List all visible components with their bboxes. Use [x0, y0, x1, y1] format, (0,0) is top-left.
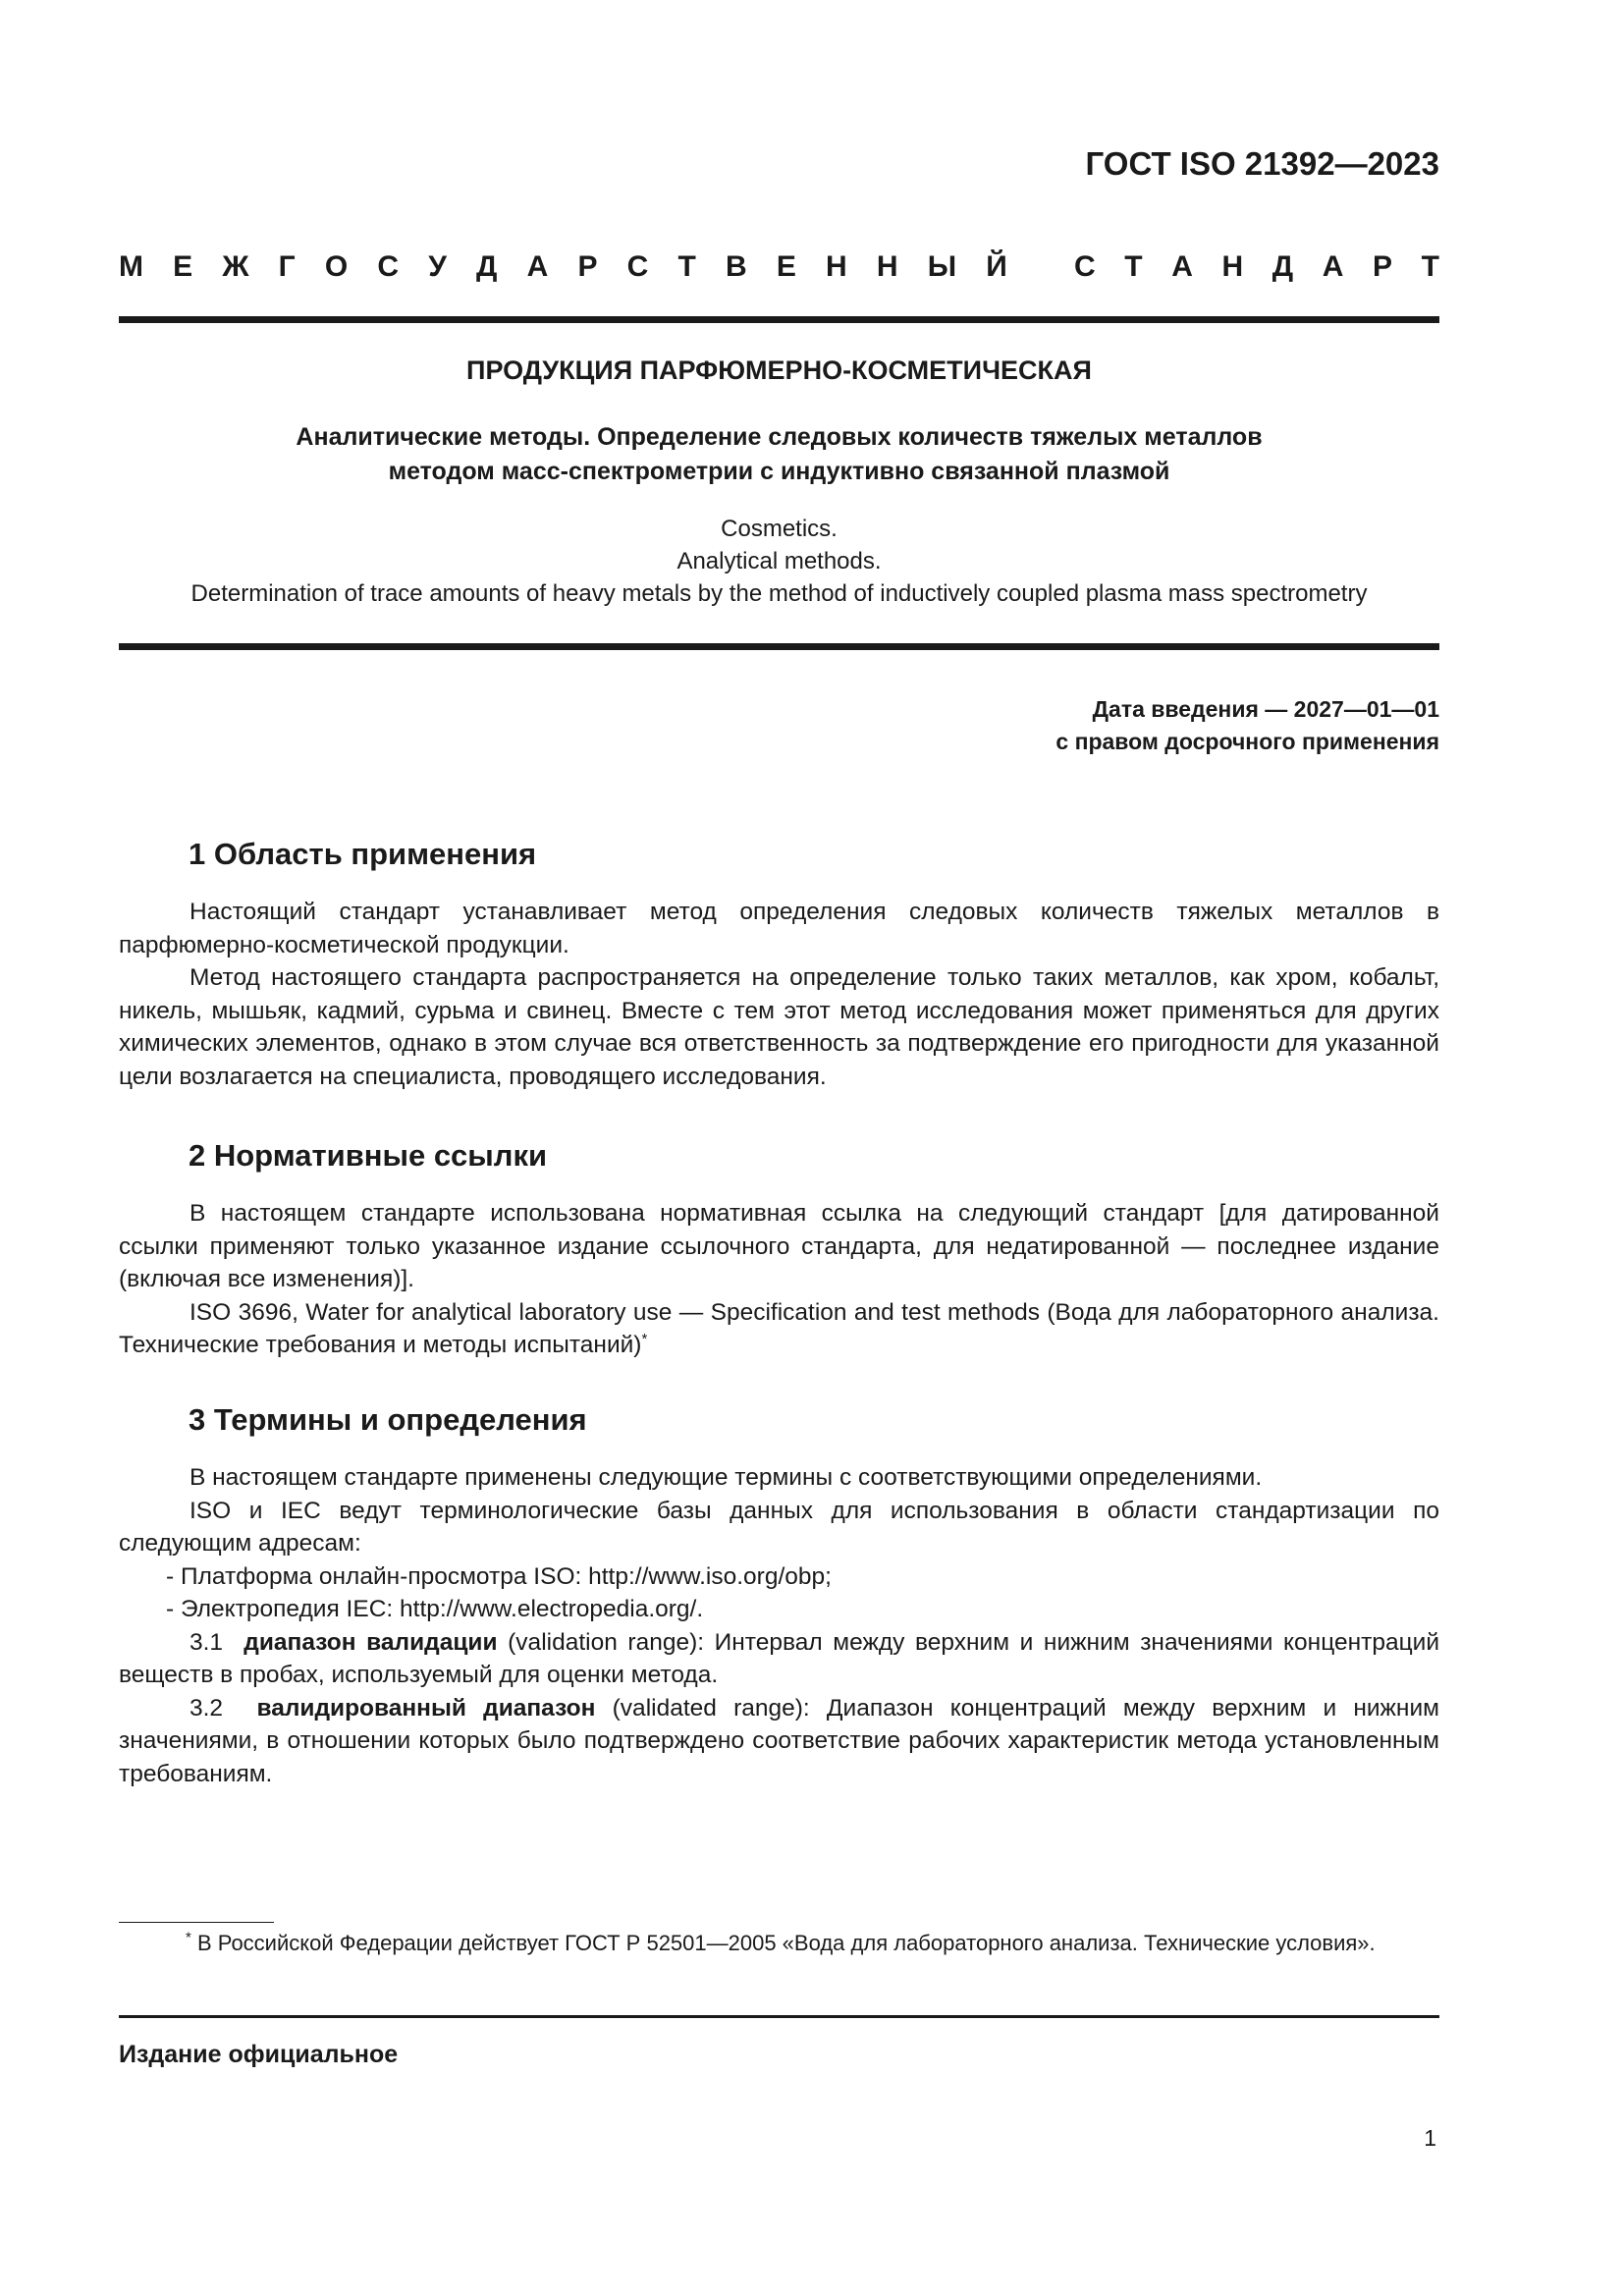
banner-letter: А — [526, 250, 549, 283]
banner-letter: Й — [986, 250, 1007, 283]
paragraph: В настоящем стандарте использована нормативная ссылка на следующий стандарт [для датированной ссылки применяют только указанное издание ссылочного стандарта, для недатированной — последнее издание (включая все изменения)]. — [119, 1200, 1439, 1292]
introduction-date — [1055, 693, 1439, 758]
banner-letter: Р — [577, 250, 598, 283]
footnote-text — [119, 1928, 1439, 1958]
banner-letter: Д — [476, 250, 498, 283]
top-divider-rule — [119, 316, 1439, 323]
banner-letter: Е — [173, 250, 193, 283]
introduction-date-line: Дата введения — 2027—01—01 — [1092, 696, 1439, 722]
standard-type-banner — [119, 250, 1439, 284]
product-title: ПРОДУКЦИЯ ПАРФЮМЕРНО-КОСМЕТИЧЕСКАЯ — [466, 355, 1092, 385]
banner-letter: Т — [1124, 250, 1143, 283]
footnote-marker: * — [641, 1330, 648, 1347]
footnote-marker: * — [186, 1929, 191, 1946]
document-number: ГОСТ ISO 21392—2023 — [1085, 145, 1439, 182]
section-2-body — [119, 1197, 1439, 1362]
paragraph: В настоящем стандарте применены следующие термины с соответствующими определениями. — [189, 1464, 1263, 1491]
banner-letter: Т — [677, 250, 696, 283]
banner-letter: В — [725, 250, 747, 283]
paragraph: Настоящий стандарт устанавливает метод определения следовых количеств тяжелых металлов в парфюмерно-косметической продукции. — [119, 899, 1439, 958]
banner-letter: О — [324, 250, 349, 283]
paragraph: ISO и IEC ведут терминологические базы данных для использования в области стандартизации по следующим адресам: — [119, 1497, 1439, 1557]
normative-reference — [119, 1296, 1439, 1362]
banner-letter: Н — [826, 250, 847, 283]
english-title-line: Cosmetics. — [721, 516, 838, 542]
banner-letter: Т — [1421, 250, 1439, 283]
paragraph: Метод настоящего стандарта распространяется на определение только таких металлов, как хром, кобальт, никель, мышьяк, кадмий, сурьма и свинец. Вместе с тем этот метод исследования может применяться для других химических элементов, однако в этом случае вся ответственность за подтверждение его пригодности для указанной цели возлагается на специалиста, проводящего исследования. — [119, 964, 1439, 1090]
footnote — [119, 1928, 1439, 1958]
banner-letter: Ж — [222, 250, 249, 283]
section-3-body — [119, 1461, 1439, 1790]
footnote-separator — [119, 1922, 274, 1923]
banner-letter: А — [1322, 250, 1344, 283]
banner-word-standard — [1074, 250, 1439, 284]
banner-letter: Р — [1373, 250, 1393, 283]
term-definition — [119, 1626, 1439, 1692]
list-item: - Электропедия IEC: http://www.electropedia.org/. — [166, 1596, 704, 1622]
term-name: диапазон валидации — [243, 1628, 498, 1656]
banner-letter: С — [1074, 250, 1096, 283]
banner-word-interstate — [119, 250, 1007, 284]
banner-letter: С — [377, 250, 400, 283]
banner-letter: М — [119, 250, 143, 283]
title-bottom-rule — [119, 643, 1439, 650]
reference-text: ISO 3696, Water for analytical laboratory use — Specification and test methods (Вода для лабораторного анализа. Технические требования и методы испытаний) — [119, 1298, 1439, 1358]
section-1-body — [119, 896, 1439, 1093]
section-2-title: 2 Нормативные ссылки — [189, 1138, 548, 1173]
banner-letter: Г — [278, 250, 296, 283]
banner-letter: А — [1171, 250, 1193, 283]
section-3-title: 3 Термины и определения — [189, 1402, 587, 1437]
english-title-line: Determination of trace amounts of heavy metals by the method of inductively coupled plasma mass spectrometry — [190, 580, 1368, 607]
banner-letter: С — [626, 250, 649, 283]
banner-letter: Н — [876, 250, 898, 283]
footnote-body: В Российской Федерации действует ГОСТ Р 52501—2005 «Вода для лабораторного анализа. Технические условия». — [190, 1931, 1376, 1955]
banner-letter: Н — [1221, 250, 1244, 283]
subtitle-line: методом масс-спектрометрии с индуктивно связанной плазмой — [388, 458, 1170, 485]
banner-letter: У — [428, 250, 447, 283]
term-number: 3.2 — [189, 1694, 224, 1722]
term-definition-text: (validated range): Диапазон концентраций между верхним и нижним значениями, в отношении которых было подтверждено соответствие рабочих характеристик метода установленным требованиям. — [119, 1694, 1439, 1787]
official-edition-label: Издание официальное — [119, 2041, 399, 2068]
bottom-divider-rule — [119, 2015, 1439, 2018]
term-name: валидированный диапазон — [256, 1694, 596, 1722]
early-application-note: с правом досрочного применения — [1055, 729, 1439, 754]
term-definition-text: (validation range): Интервал между верхним и нижним значениями концентраций веществ в пробах, используемый для оценки метода. — [119, 1628, 1440, 1688]
document-subtitle — [119, 420, 1439, 489]
list-item: - Платформа онлайн-просмотра ISO: http://www.iso.org/obp; — [166, 1562, 832, 1590]
english-title — [119, 513, 1439, 610]
banner-letter: Д — [1271, 250, 1294, 283]
term-definition — [119, 1692, 1439, 1791]
term-number: 3.1 — [189, 1628, 224, 1656]
page-number: 1 — [1424, 2125, 1436, 2151]
banner-letter: Ы — [927, 250, 957, 283]
section-1-title: 1 Область применения — [189, 837, 537, 871]
subtitle-line: Аналитические методы. Определение следовых количеств тяжелых металлов — [296, 423, 1263, 451]
banner-letter: Е — [776, 250, 796, 283]
english-title-line: Analytical methods. — [676, 548, 882, 574]
